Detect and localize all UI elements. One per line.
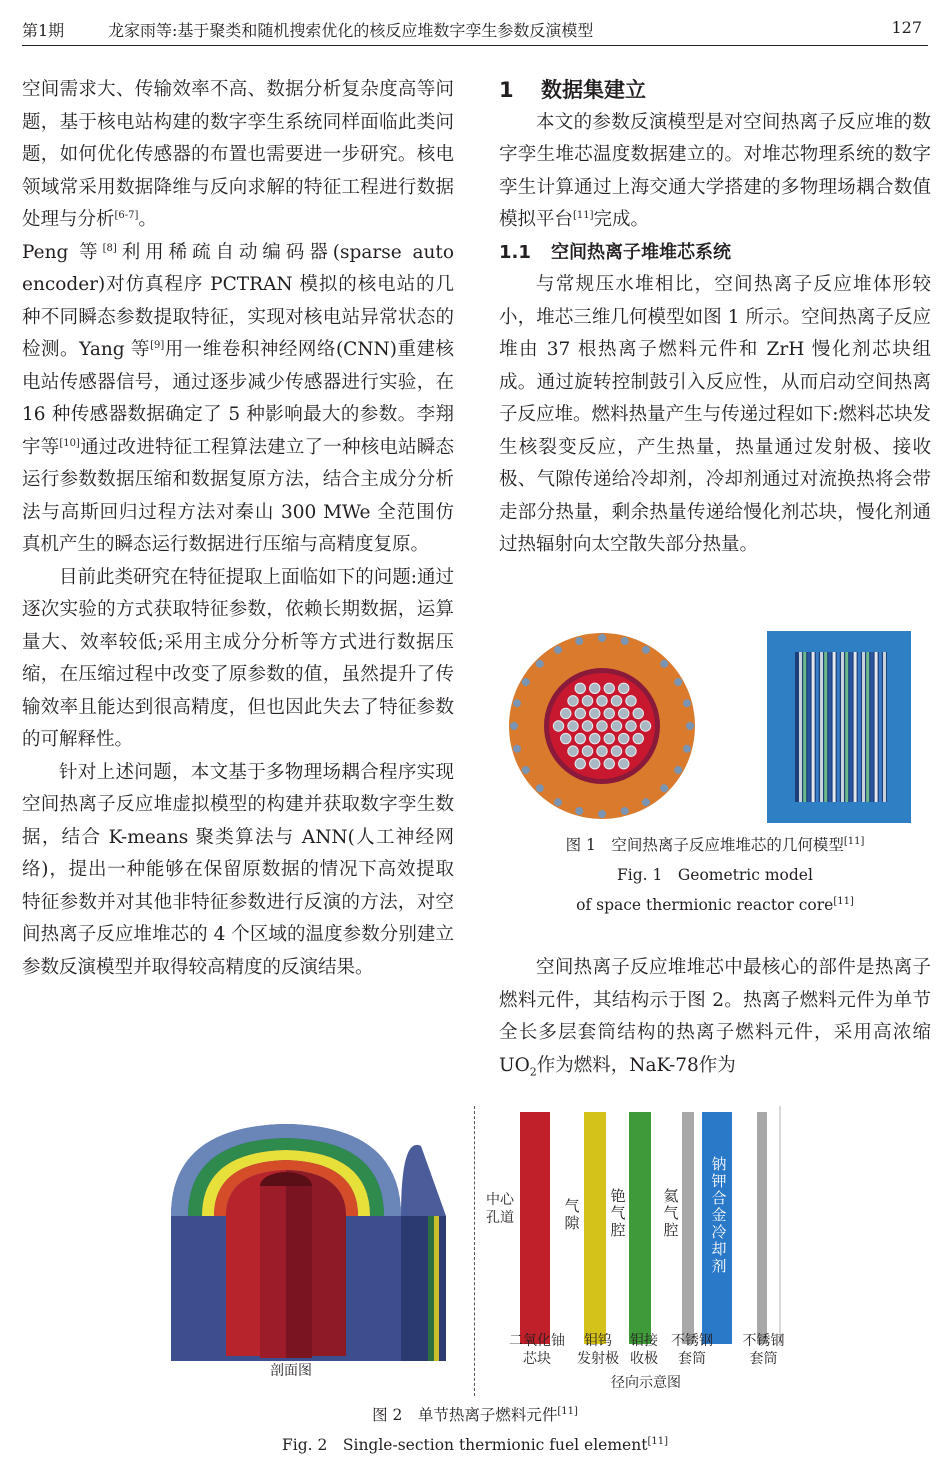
fuel-element-dot bbox=[575, 758, 585, 768]
fuel-element-dot bbox=[568, 696, 578, 706]
steel-1-line1: 不锈钢 bbox=[671, 1333, 713, 1349]
fuel-element-dot bbox=[575, 733, 585, 743]
fig1-cap-en-ref: [11] bbox=[833, 895, 854, 907]
control-drum-mark bbox=[674, 766, 682, 774]
axial-stripe bbox=[837, 652, 840, 802]
control-drum-mark bbox=[536, 784, 544, 792]
figure-1 bbox=[499, 628, 931, 828]
left-para-2-b: 利用稀疏自动编码器(sparse auto encoder)对仿真程序 PCTRAN 模拟的核电站的几种不同瞬态参数提取特征，实现对核电站异常状态的检测。Yang 等 bbox=[22, 241, 454, 360]
ref-9: [9] bbox=[150, 339, 165, 351]
left-para-2 bbox=[22, 237, 454, 562]
steel-sleeve-2-label bbox=[736, 1332, 791, 1368]
fuel-element-dot bbox=[575, 708, 585, 718]
axial-stripe bbox=[833, 652, 836, 802]
emitter-label-line1: 钼钨 bbox=[584, 1333, 612, 1349]
control-drum-mark bbox=[674, 678, 682, 686]
control-drum-mark bbox=[536, 660, 544, 668]
right-para-1-b: 完成。 bbox=[593, 209, 650, 230]
fuel-element-dot bbox=[633, 733, 643, 743]
steel-sleeve-2 bbox=[757, 1112, 767, 1344]
nak-coolant-label: 钠钾合金冷却剂 bbox=[711, 1155, 727, 1275]
right-para-3-b: 作为燃料，NaK-78作为 bbox=[536, 1054, 736, 1076]
control-drum-mark bbox=[522, 678, 530, 686]
collector-label-line1: 钼接 bbox=[630, 1333, 658, 1349]
control-drum-mark bbox=[513, 745, 521, 753]
figure-2-caption-zh bbox=[150, 1400, 800, 1430]
axial-stripe bbox=[883, 652, 886, 802]
left-para-3: 目前此类研究在特征提取上面临如下的问题:通过逐次实验的方式获取特征参数，依赖长期数据，运算量大、效率较低;采用主成分分析等方式进行数据压缩，在压缩过程中改变了原参数的值，虽然提升了传输效率且能达到很高精度，但也因此失去了特征参数的可解释性。 bbox=[22, 566, 454, 750]
ref-10: [10] bbox=[59, 437, 80, 449]
steel-2-line2: 套筒 bbox=[749, 1351, 778, 1367]
axial-stripe bbox=[875, 652, 878, 802]
fuel-element-dot bbox=[619, 708, 629, 718]
subsection-number: 1.1 bbox=[499, 241, 531, 263]
axial-stripe bbox=[828, 652, 831, 802]
axial-stripe bbox=[870, 652, 873, 802]
control-drum-mark bbox=[510, 722, 518, 730]
ref-11-a: [11] bbox=[573, 209, 594, 221]
fig2-cap-en-ref: [11] bbox=[647, 1435, 668, 1447]
collector-layer bbox=[629, 1112, 651, 1344]
control-drum-mark bbox=[660, 784, 668, 792]
fuel-element-dot bbox=[590, 758, 600, 768]
fuel-element-dot bbox=[590, 683, 600, 693]
fuel-element-dot bbox=[640, 721, 650, 731]
emitter-layer bbox=[584, 1112, 606, 1344]
ref-6-7: [6-7] bbox=[114, 209, 139, 221]
control-drum-mark bbox=[554, 798, 562, 806]
fuel-element-dot bbox=[597, 721, 607, 731]
axial-stripe bbox=[849, 652, 852, 802]
section-view-label: 剖面图 bbox=[270, 1363, 312, 1379]
fuel-element-dot bbox=[561, 708, 571, 718]
axial-stripe bbox=[807, 652, 810, 802]
right-para-2: 与常规压水堆相比，空间热离子反应堆体形较小，堆芯三维几何模型如图 1 所示。空间热离子反应堆由 37 根热离子燃料元件和 ZrH 慢化剂芯块组成。通过旋转控制鼓引入反应性，从而启动空间热离子反应堆。燃料热量产生与传递过程如下:燃料芯块发生核裂变反应，产生热量，热量通过发射极、接收极、气隙传递给冷却剂，冷却剂通过对流换热将会带走部分热量，剩余热量传递给慢化剂芯块，慢化剂通过热辐射向太空散失部分热量。 bbox=[499, 274, 931, 555]
steel-sleeve-1-label bbox=[666, 1332, 718, 1368]
center-channel-label: 中心孔道 bbox=[486, 1192, 514, 1226]
fuel-element-dot bbox=[604, 758, 614, 768]
fuel-element-dot bbox=[561, 733, 571, 743]
fuel-element-cutaway bbox=[166, 1106, 466, 1376]
emitter-label bbox=[572, 1332, 624, 1368]
fuel-element-dot bbox=[604, 733, 614, 743]
control-drum-mark bbox=[686, 722, 694, 730]
axial-stripe bbox=[824, 652, 827, 802]
axial-stripe bbox=[858, 652, 861, 802]
fig1-cap-en-text: of space thermionic reactor core bbox=[576, 896, 834, 914]
fuel-element-dot bbox=[626, 721, 636, 731]
uo2-pellet-label bbox=[504, 1332, 570, 1368]
fuel-element-dot bbox=[582, 696, 592, 706]
control-drum-mark bbox=[642, 646, 650, 654]
left-para-1-text: 空间需求大、传输效率不高、数据分析复杂度高等问题，基于核电站构建的数字孪生系统同样面临此类问题，如何优化传感器的布置也需要进一步研究。核电领域常采用数据降维与反向求解的特征工程进行数据处理与分析 bbox=[22, 79, 454, 230]
control-drum-mark bbox=[575, 807, 583, 815]
control-drum-mark bbox=[683, 745, 691, 753]
section-heading-1 bbox=[499, 74, 931, 107]
section-number: 1 bbox=[499, 78, 514, 102]
fuel-element-dot bbox=[590, 733, 600, 743]
fuel-element-dot bbox=[590, 708, 600, 718]
axial-stripe bbox=[841, 652, 844, 802]
fuel-element-dot bbox=[626, 746, 636, 756]
axial-stripe bbox=[820, 652, 823, 802]
fig2-cap-zh-ref: [11] bbox=[557, 1405, 578, 1417]
uo2-label-line2: 芯块 bbox=[523, 1351, 551, 1367]
uo2-layer bbox=[520, 1112, 550, 1344]
running-header bbox=[22, 18, 928, 46]
core-axial-view bbox=[767, 631, 911, 823]
axial-stripe bbox=[812, 652, 815, 802]
fuel-element-dot bbox=[597, 746, 607, 756]
figure-1-caption bbox=[499, 830, 931, 920]
steel-1-line2: 套筒 bbox=[678, 1351, 706, 1367]
radial-schematic bbox=[474, 1106, 791, 1346]
control-drum-mark bbox=[683, 699, 691, 707]
axial-stripe bbox=[862, 652, 865, 802]
fuel-element-dot bbox=[553, 721, 563, 731]
steel-sleeve-1 bbox=[682, 1112, 694, 1344]
collector-label bbox=[623, 1332, 665, 1368]
control-drum-mark bbox=[621, 637, 629, 645]
fuel-element-dot bbox=[568, 721, 578, 731]
right-para-1-a: 本文的参数反演模型是对空间热离子反应堆的数字孪生堆芯温度数据建立的。对堆芯物理系统的数字孪生计算通过上海交通大学搭建的多物理场耦合数值模拟平台 bbox=[499, 111, 931, 230]
fig2-cap-en-text: Fig. 2 Single-section thermionic fuel element bbox=[282, 1436, 648, 1454]
fuel-element-dot bbox=[611, 696, 621, 706]
cesium-cavity-label: 铯气腔 bbox=[610, 1187, 626, 1239]
figure-2 bbox=[166, 1106, 791, 1396]
fuel-element-dot bbox=[633, 708, 643, 718]
issue-number: 第1期 bbox=[22, 21, 65, 40]
right-column bbox=[499, 74, 931, 562]
uo2-subscript: 2 bbox=[529, 1065, 537, 1079]
figure-1-caption-en-2 bbox=[499, 890, 931, 920]
steel-2-line1: 不锈钢 bbox=[742, 1333, 785, 1349]
gap-label: 气隙 bbox=[564, 1197, 580, 1232]
section-title: 数据集建立 bbox=[541, 78, 646, 102]
fig1-cap-zh-ref: [11] bbox=[843, 835, 865, 847]
fuel-element-dot bbox=[604, 708, 614, 718]
right-para-1 bbox=[499, 107, 931, 237]
control-drum-mark bbox=[575, 637, 583, 645]
fuel-element-dot bbox=[582, 721, 592, 731]
axial-stripe bbox=[816, 652, 819, 802]
control-drum-mark bbox=[554, 646, 562, 654]
control-drum-mark bbox=[621, 807, 629, 815]
fig2-cap-zh-text: 图 2 单节热离子燃料元件 bbox=[372, 1406, 558, 1424]
left-para-2-c: 用一维卷积神经网络(CNN)重建核电站传感器信号，通过逐步减少传感器进行实验，在 16 种传感器数据确定了 5 种影响最大的参数。李翔宇等 bbox=[22, 339, 454, 458]
left-para-1 bbox=[22, 74, 454, 237]
left-para-1-end: 。 bbox=[138, 209, 157, 230]
figure-2-caption-en bbox=[150, 1430, 800, 1460]
axial-stripe bbox=[803, 652, 806, 802]
left-para-2-a: Peng 等 bbox=[22, 241, 103, 263]
control-drum-mark bbox=[598, 634, 606, 642]
right-para-3 bbox=[499, 952, 931, 1082]
right-para-3-a: 空间热离子反应堆堆芯中最核心的部件是热离子燃料元件，其结构示于图 2。热离子燃料元件为单节全长多层套筒结构的热离子燃料元件，采用高浓缩UO bbox=[499, 957, 931, 1076]
figure-1-caption-zh bbox=[499, 830, 931, 860]
axial-stripe bbox=[799, 652, 802, 802]
figure-1-caption-en-1: Fig. 1 Geometric model bbox=[617, 866, 813, 884]
figure-1-graphic bbox=[499, 628, 931, 828]
axial-stripe bbox=[854, 652, 857, 802]
control-drum-mark bbox=[660, 660, 668, 668]
subsection-title: 空间热离子堆堆芯系统 bbox=[551, 241, 731, 263]
running-title: 龙家雨等:基于聚类和随机搜索优化的核反应堆数字孪生参数反演模型 bbox=[108, 21, 594, 40]
control-drum-mark bbox=[598, 810, 606, 818]
fuel-element-dot bbox=[619, 683, 629, 693]
emitter-label-line2: 发射极 bbox=[577, 1351, 619, 1367]
control-drum-mark bbox=[642, 798, 650, 806]
page-number: 127 bbox=[891, 18, 922, 37]
axial-stripe bbox=[879, 652, 882, 802]
axial-stripe bbox=[866, 652, 869, 802]
fuel-element-dot bbox=[575, 683, 585, 693]
subsection-heading-1-1 bbox=[499, 237, 931, 270]
left-para-4: 针对上述问题，本文基于多物理场耦合程序实现空间热离子反应堆虚拟模型的构建并获取数字孪生数据，结合 K-means 聚类算法与 ANN(人工神经网络)，提出一种能够在保留原数据的情况下高效提取特征参数并对其他非特征参数进行反演的方法，对空间热离子反应堆堆芯的 4 个区域的温度参数分别建立参数反演模型并取得较高精度的反演结果。 bbox=[22, 761, 454, 978]
radial-view-label: 径向示意图 bbox=[611, 1375, 681, 1391]
axial-stripe bbox=[845, 652, 848, 802]
left-para-2-d: 通过改进特征工程算法建立了一种核电站瞬态运行参数数据压缩和数据复原方法，结合主成分分析法与高斯回归过程方法对秦山 300 MWe 全范围仿真机产生的瞬态运行数据进行压缩与高精度复原。 bbox=[22, 436, 454, 555]
fuel-element-dot bbox=[626, 696, 636, 706]
control-drum-mark bbox=[513, 699, 521, 707]
collector-label-line2: 收极 bbox=[630, 1351, 658, 1367]
uo2-label-line1: 二氧化铀 bbox=[509, 1333, 565, 1349]
fuel-element-dot bbox=[604, 683, 614, 693]
core-cross-section bbox=[509, 633, 695, 819]
fuel-element-dot bbox=[568, 746, 578, 756]
fig1-cap-zh-text: 图 1 空间热离子反应堆堆芯的几何模型 bbox=[565, 836, 844, 854]
fuel-element-dot bbox=[582, 746, 592, 756]
fuel-element-dot bbox=[611, 721, 621, 731]
header-rule bbox=[22, 45, 928, 46]
fuel-element-dot bbox=[597, 696, 607, 706]
fuel-element-dot bbox=[611, 746, 621, 756]
fuel-element-dot bbox=[619, 758, 629, 768]
left-column bbox=[22, 74, 454, 984]
right-column-lower bbox=[499, 952, 931, 1082]
ref-8: [8] bbox=[102, 242, 117, 254]
figure-2-caption bbox=[150, 1400, 800, 1460]
helium-cavity-label: 氦气腔 bbox=[663, 1187, 679, 1239]
control-drum-mark bbox=[522, 766, 530, 774]
fuel-element-dot bbox=[619, 733, 629, 743]
